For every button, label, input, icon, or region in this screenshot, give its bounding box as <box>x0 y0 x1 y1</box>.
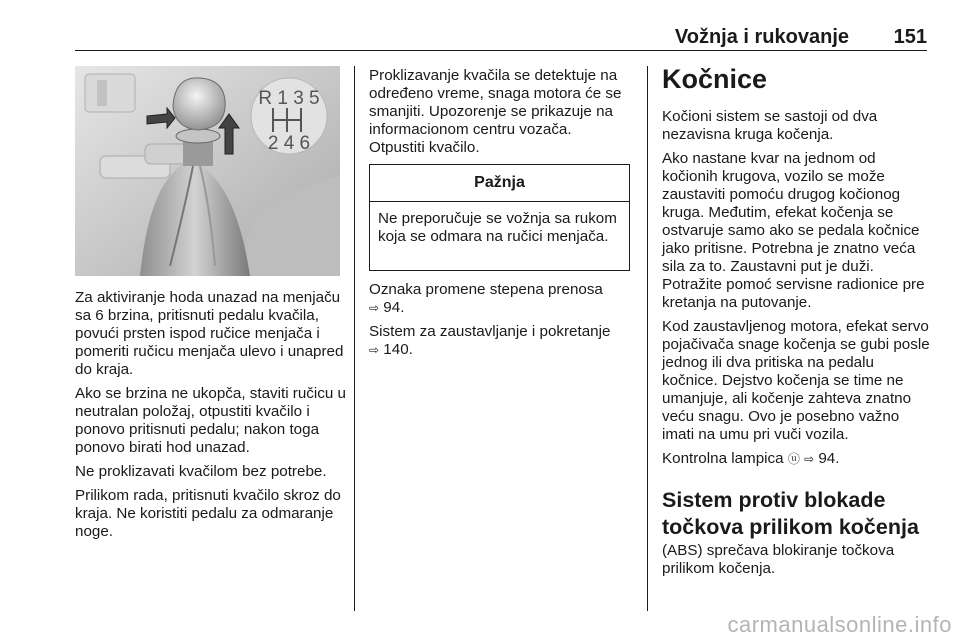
brakes-heading: Kočnice <box>662 64 768 94</box>
reference-arrow-icon: ⇨ <box>369 343 380 357</box>
reference-label: Oznaka promene stepena prenosa <box>369 281 603 298</box>
shift-pattern-top: R 1 3 5 <box>258 88 320 109</box>
paragraph: Za aktiviranje hoda unazad na menjaču sa 6 brzina, pritisnuti pedalu kvačila, povući prsten ispod ručice menjača i pomeriti ručicu menjača ulevo i unapred do kraja. <box>75 289 344 378</box>
gear-lever-illustration <box>75 66 340 276</box>
header-rule <box>75 50 927 51</box>
brake-lamp-reference[interactable] <box>662 450 932 468</box>
brakes-text <box>662 108 932 474</box>
watermark: carmanualsonline.info <box>727 612 952 637</box>
caution-box <box>369 164 630 271</box>
page-header <box>75 26 927 48</box>
paragraph: (ABS) sprečava blokiranje točkova prilikom kočenja. <box>662 542 895 577</box>
reference-label: Sistem za zaustavljanje i pokretanje <box>369 323 611 340</box>
paragraph: Proklizavanje kvačila se detektuje na određeno vreme, snaga motora će se smanjiti. Upozorenje se prikazuje na informacionom centru vozača. <box>369 67 622 138</box>
section-title: Vožnja i rukovanje <box>674 26 849 48</box>
reference-page: 94. <box>383 299 405 316</box>
paragraph: Ako nastane kvar na jednom od kočionih krugova, vozilo se može zaustaviti pomoću drugog kočionog kruga. Međutim, efekat kočenja se ostvaruje samo ako se pedala kočnice jako pritisne. Potrebna je znatno veća sila za to. Zaustavni put je duži. Potražite pomoć servisne radionice pre kretanja na putovanje. <box>662 150 925 311</box>
abs-heading: Sistem protiv blokade točkova prilikom kočenja <box>662 488 919 539</box>
caution-body: Ne preporučuje se vožnja sa rukom koja se odmara na ručici menjača. <box>378 210 617 245</box>
cross-reference[interactable] <box>369 281 637 317</box>
brake-warning-lamp-icon: ⓤ <box>787 452 800 466</box>
shift-pattern-bottom: 2 4 6 <box>267 133 311 154</box>
paragraph: Otpustiti kvačilo. <box>369 139 480 156</box>
cross-references <box>369 281 637 365</box>
cross-reference[interactable] <box>369 323 637 359</box>
abs-text <box>662 542 932 584</box>
reference-arrow-icon: ⇨ <box>804 452 815 466</box>
gear-lever-figure <box>75 66 340 276</box>
paragraph: Ne proklizavati kvačilom bez potrebe. <box>75 463 327 480</box>
paragraph: Kočioni sistem se sastoji od dva nezavisna kruga kočenja. <box>662 108 878 143</box>
reference-arrow-icon: ⇨ <box>369 301 380 315</box>
page-number: 151 <box>893 26 927 48</box>
paragraph: Ako se brzina ne ukopča, staviti ručicu u neutralan položaj, otpustiti kvačilo i ponovo pritisnuti pedalu; nakon toga ponovo birati hod unazad. <box>75 385 346 456</box>
column-divider-1 <box>354 66 355 611</box>
reverse-gear-instructions <box>75 289 347 547</box>
paragraph: Prilikom rada, pritisnuti kvačilo skroz do kraja. Ne koristiti pedalu za odmaranje noge. <box>75 487 341 540</box>
column-divider-2 <box>647 66 648 611</box>
reference-page: 94. <box>818 450 840 467</box>
reference-label: Kontrolna lampica <box>662 450 784 467</box>
paragraph: Kod zaustavljenog motora, efekat servo pojačivača snage kočenja se gubi posle jednog ili dva pritiska na pedalu kočnice. Dejstvo kočenja se time ne umanjuje, ali kočenje zahteva znatno veću snagu. Ovo je posebno važno imati na umu pri vuči vozila. <box>662 318 930 443</box>
caution-title: Pažnja <box>370 165 629 202</box>
reference-page: 140. <box>383 341 413 358</box>
clutch-slip-text <box>369 67 637 163</box>
